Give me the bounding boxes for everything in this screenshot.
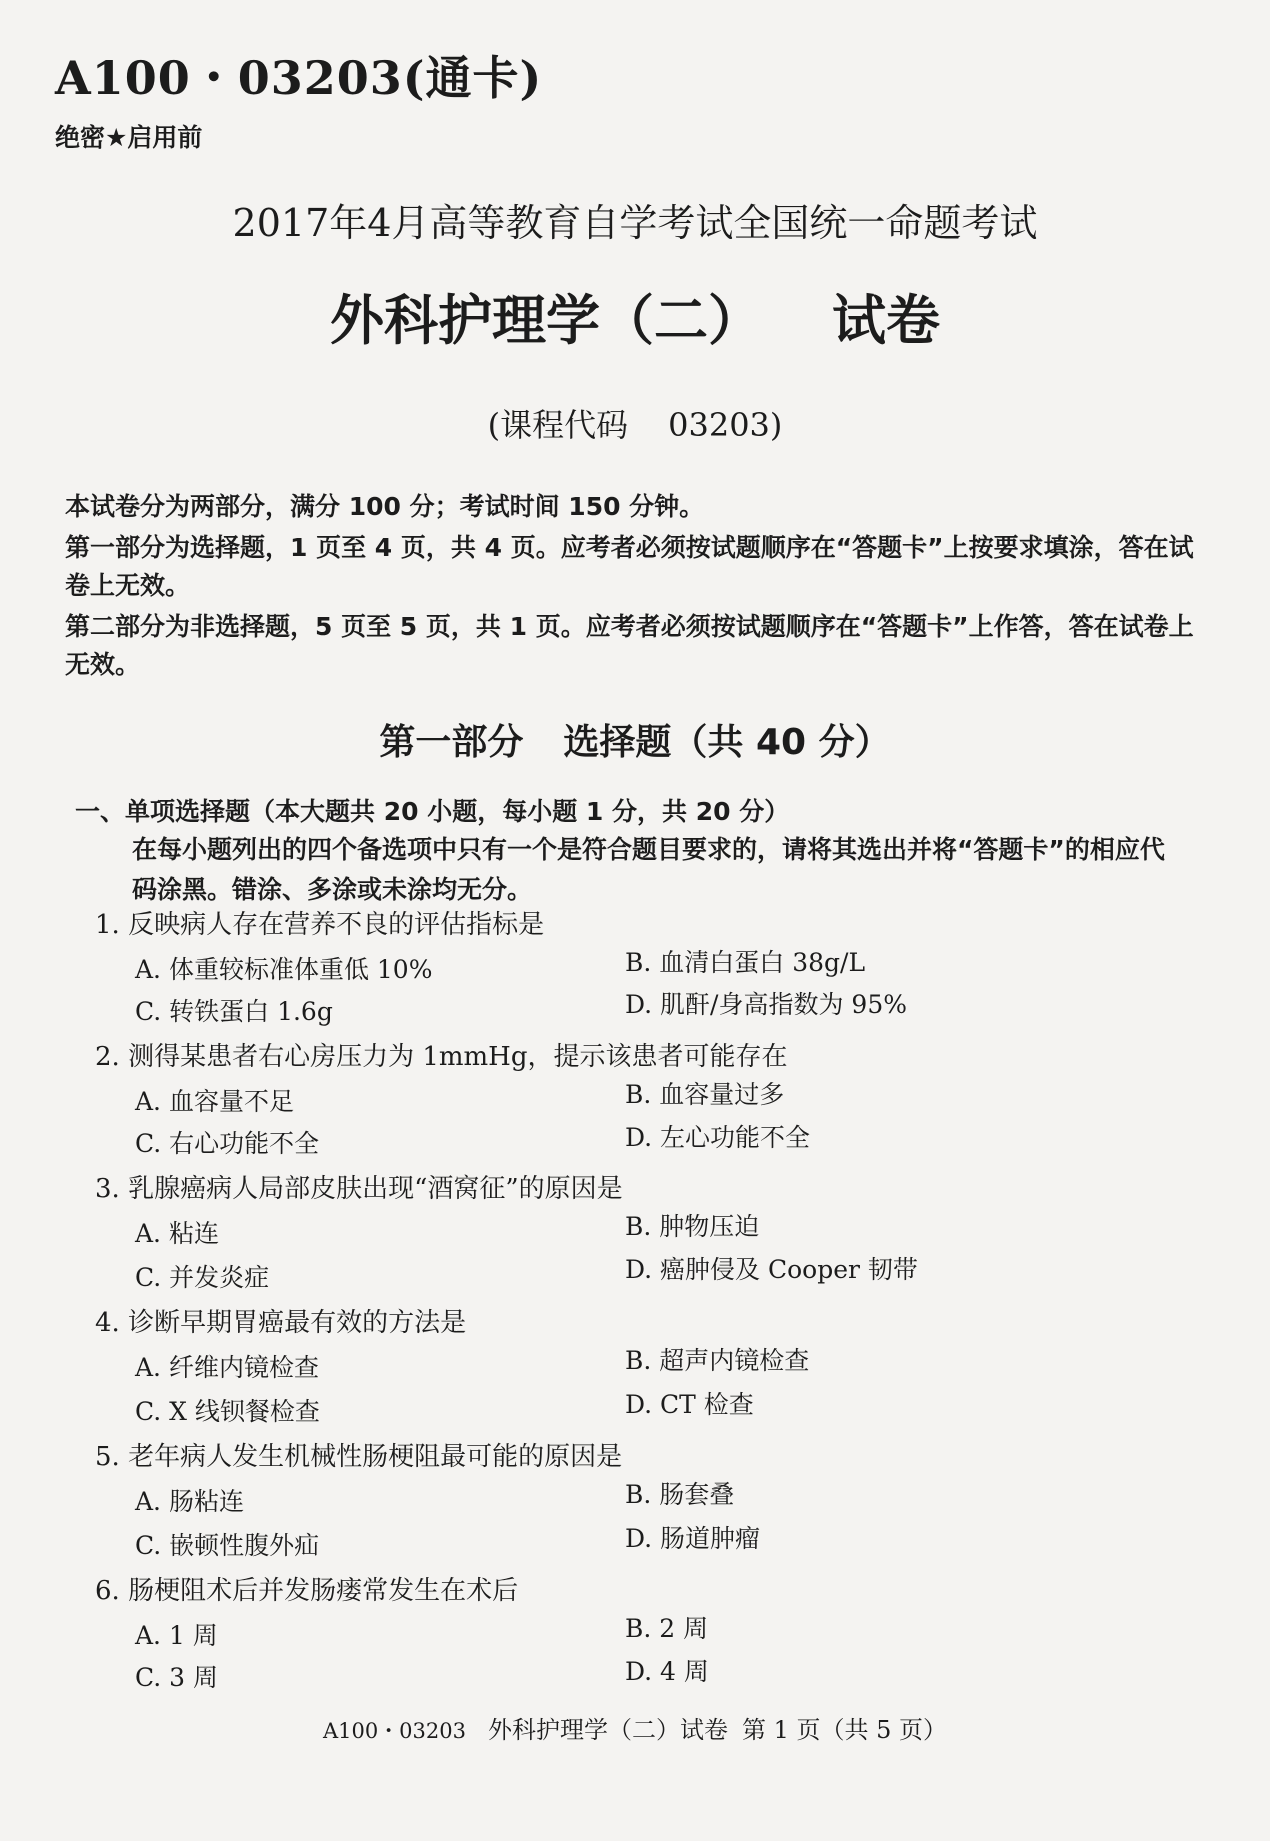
question-stem: 4. 诊断早期胃癌最有效的方法是: [95, 1308, 467, 1338]
option-b: B. 2 周: [625, 1614, 709, 1643]
option-a: A. 血容量不足: [135, 1087, 294, 1116]
option-c: C. 并发炎症: [135, 1263, 270, 1292]
option-d: D. 肠道肿瘤: [625, 1524, 761, 1553]
subject-suffix: 试卷: [832, 289, 940, 352]
part-name: 选择题（共 40 分）: [563, 722, 891, 763]
option-b: B. 肠套叠: [625, 1480, 735, 1509]
instruction-line: 第一部分为选择题，1 页至 4 页，共 4 页。应考者必须按试题顺序在“答题卡”上按要求填涂，答在试卷上无效。: [65, 533, 1194, 600]
question-stem: 3. 乳腺癌病人局部皮肤出现“酒窝征”的原因是: [95, 1174, 623, 1204]
option-d: D. 4 周: [625, 1657, 709, 1686]
subject-name: 外科护理学（二）: [330, 289, 762, 352]
option-d: D. 癌肿侵及 Cooper 韧带: [625, 1255, 918, 1284]
option-d: D. 肌酐/身高指数为 95%: [625, 990, 907, 1019]
instruction-line: 第二部分为非选择题，5 页至 5 页，共 1 页。应考者必须按试题顺序在“答题卡”上作答，答在试卷上无效。: [65, 612, 1194, 679]
option-a: A. 粘连: [135, 1219, 219, 1248]
instruction-line: 本试卷分为两部分，满分 100 分；考试时间 150 分钟。: [65, 492, 705, 521]
exam-instructions: [65, 488, 1195, 687]
option-c: C. 嵌顿性腹外疝: [135, 1531, 320, 1560]
subject-title: [0, 278, 1270, 355]
paper-code: A100・03203(通卡): [55, 51, 543, 105]
secret-mark: 绝密★启用前: [55, 123, 203, 152]
course-label: (课程代码: [487, 406, 629, 444]
option-d: D. CT 检查: [625, 1390, 754, 1419]
course-code-line: [0, 400, 1270, 446]
section-heading: 一、单项选择题（本大题共 20 小题，每小题 1 分，共 20 分）: [75, 797, 790, 826]
option-c: C. 3 周: [135, 1663, 218, 1692]
option-a: A. 肠粘连: [135, 1487, 244, 1516]
question-stem: 1. 反映病人存在营养不良的评估指标是: [95, 910, 545, 940]
option-b: B. 血清白蛋白 38g/L: [625, 948, 866, 977]
option-c: C. 转铁蛋白 1.6g: [135, 997, 333, 1026]
part-one-title: [0, 714, 1270, 765]
option-d: D. 左心功能不全: [625, 1123, 811, 1152]
option-a: A. 纤维内镜检查: [135, 1353, 319, 1382]
option-a: A. 体重较标准体重低 10%: [135, 955, 433, 984]
footer-code: A100・03203: [322, 1719, 466, 1743]
option-c: C. X 线钡餐检查: [135, 1397, 320, 1426]
exam-title: 2017年4月高等教育自学考试全国统一命题考试: [232, 201, 1038, 245]
option-b: B. 肿物压迫: [625, 1212, 760, 1241]
footer-page-number: 第 1 页（共 5 页）: [742, 1716, 948, 1744]
page-footer: [0, 1710, 1270, 1745]
part-label: 第一部分: [379, 722, 524, 763]
section-description: 在每小题列出的四个备选项中只有一个是符合题目要求的，请将其选出并将“答题卡”的相应代码涂黑。错涂、多涂或未涂均无分。: [132, 835, 1165, 904]
question-stem: 2. 测得某患者右心房压力为 1mmHg，提示该患者可能存在: [95, 1042, 788, 1072]
option-b: B. 超声内镜检查: [625, 1346, 810, 1375]
option-a: A. 1 周: [135, 1621, 218, 1650]
course-code: 03203): [668, 406, 783, 444]
question-stem: 5. 老年病人发生机械性肠梗阻最可能的原因是: [95, 1442, 623, 1472]
option-b: B. 血容量过多: [625, 1080, 785, 1109]
footer-title: 外科护理学（二）试卷: [488, 1716, 728, 1744]
option-c: C. 右心功能不全: [135, 1129, 320, 1158]
question-stem: 6. 肠梗阻术后并发肠瘘常发生在术后: [95, 1576, 519, 1606]
